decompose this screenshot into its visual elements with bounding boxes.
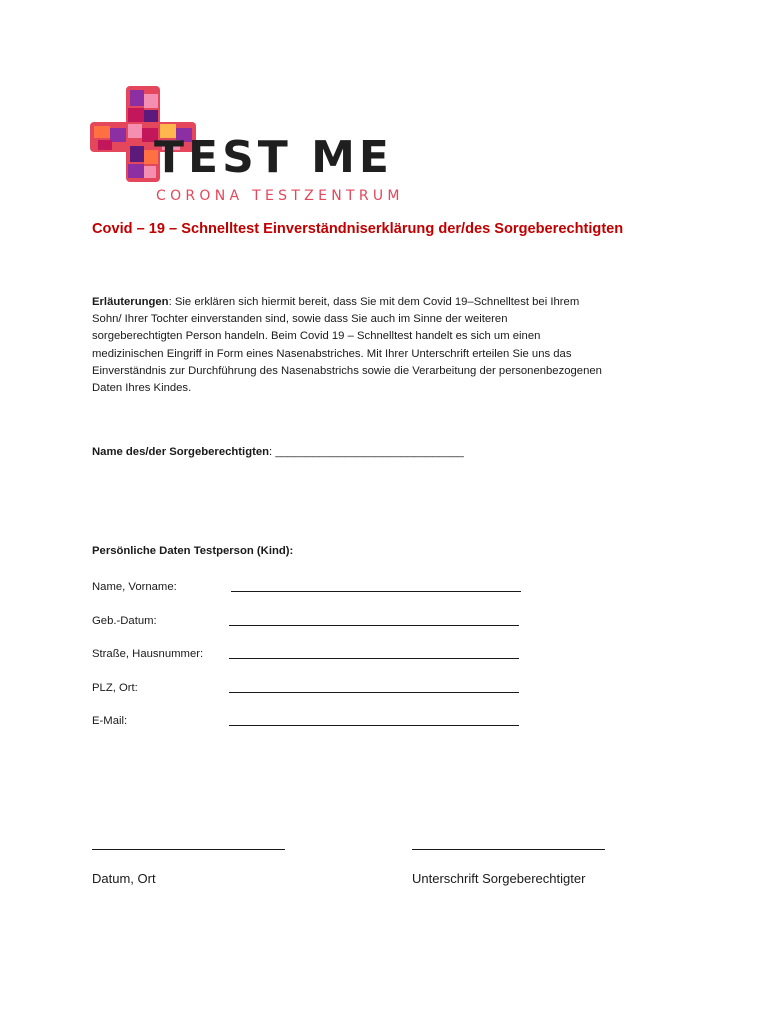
- explanation-line-2: Sohn/ Ihrer Tochter einverstanden sind, sowie dass Sie auch im Sinne der weiteren: [92, 313, 508, 326]
- explanation-line-5: Einverständnis zur Durchführung des Nasenabstrichs sowie die Verarbeitung der personenbezogenen: [92, 364, 602, 377]
- child-birthdate-field[interactable]: [92, 612, 552, 630]
- guardian-name-blank[interactable]: : ______________________________: [269, 446, 464, 458]
- explanation-line-3: sorgeberechtigten Person handeln. Beim Covid 19 – Schnelltest handelt es sich um einen: [92, 330, 541, 343]
- logo-subtitle: CORONA TESTZENTRUM: [156, 188, 404, 204]
- guardian-name-label: Name des/der Sorgeberechtigten: [92, 446, 270, 458]
- child-name-field[interactable]: [92, 578, 552, 596]
- signature-line[interactable]: [412, 849, 605, 850]
- field-label: Geb.-Datum:: [92, 615, 157, 627]
- field-label: Name, Vorname:: [92, 581, 177, 593]
- explanation-term: Erläuterungen: [92, 296, 169, 308]
- explanation-line-1: Erläuterungen: Sie erklären sich hiermit bereit, dass Sie mit dem Covid 19–Schnelltest bei Ihrem: [92, 296, 580, 308]
- explanation-paragraph: [92, 294, 692, 397]
- field-blank-line[interactable]: [229, 692, 519, 693]
- field-blank-line[interactable]: [231, 591, 521, 592]
- document-title: Covid – 19 – Schnelltest Einverständniserklärung der/des Sorgeberechtigten: [92, 221, 624, 237]
- date-place-label: Datum, Ort: [92, 871, 156, 886]
- field-blank-line[interactable]: [229, 625, 519, 626]
- field-blank-line[interactable]: [229, 725, 519, 726]
- child-data-section-title: Persönliche Daten Testperson (Kind):: [92, 545, 294, 557]
- field-blank-line[interactable]: [229, 658, 519, 659]
- child-email-field[interactable]: [92, 712, 552, 730]
- field-label: Straße, Hausnummer:: [92, 648, 204, 660]
- guardian-name-field[interactable]: [92, 446, 464, 458]
- logo-title: TEST ME: [154, 132, 393, 183]
- date-place-line[interactable]: [92, 849, 285, 850]
- child-street-field[interactable]: [92, 645, 552, 663]
- signature-label: Unterschrift Sorgeberechtigter: [412, 871, 586, 886]
- explanation-line-6: Daten Ihres Kindes.: [92, 382, 192, 395]
- child-zip-city-field[interactable]: [92, 679, 552, 697]
- field-label: PLZ, Ort:: [92, 682, 138, 694]
- explanation-line-4: medizinischen Eingriff in Form eines Nasenabstriches. Mit Ihrer Unterschrift erteilen Sie uns das: [92, 347, 572, 360]
- test-me-logo: [88, 84, 404, 214]
- field-label: E-Mail:: [92, 715, 128, 727]
